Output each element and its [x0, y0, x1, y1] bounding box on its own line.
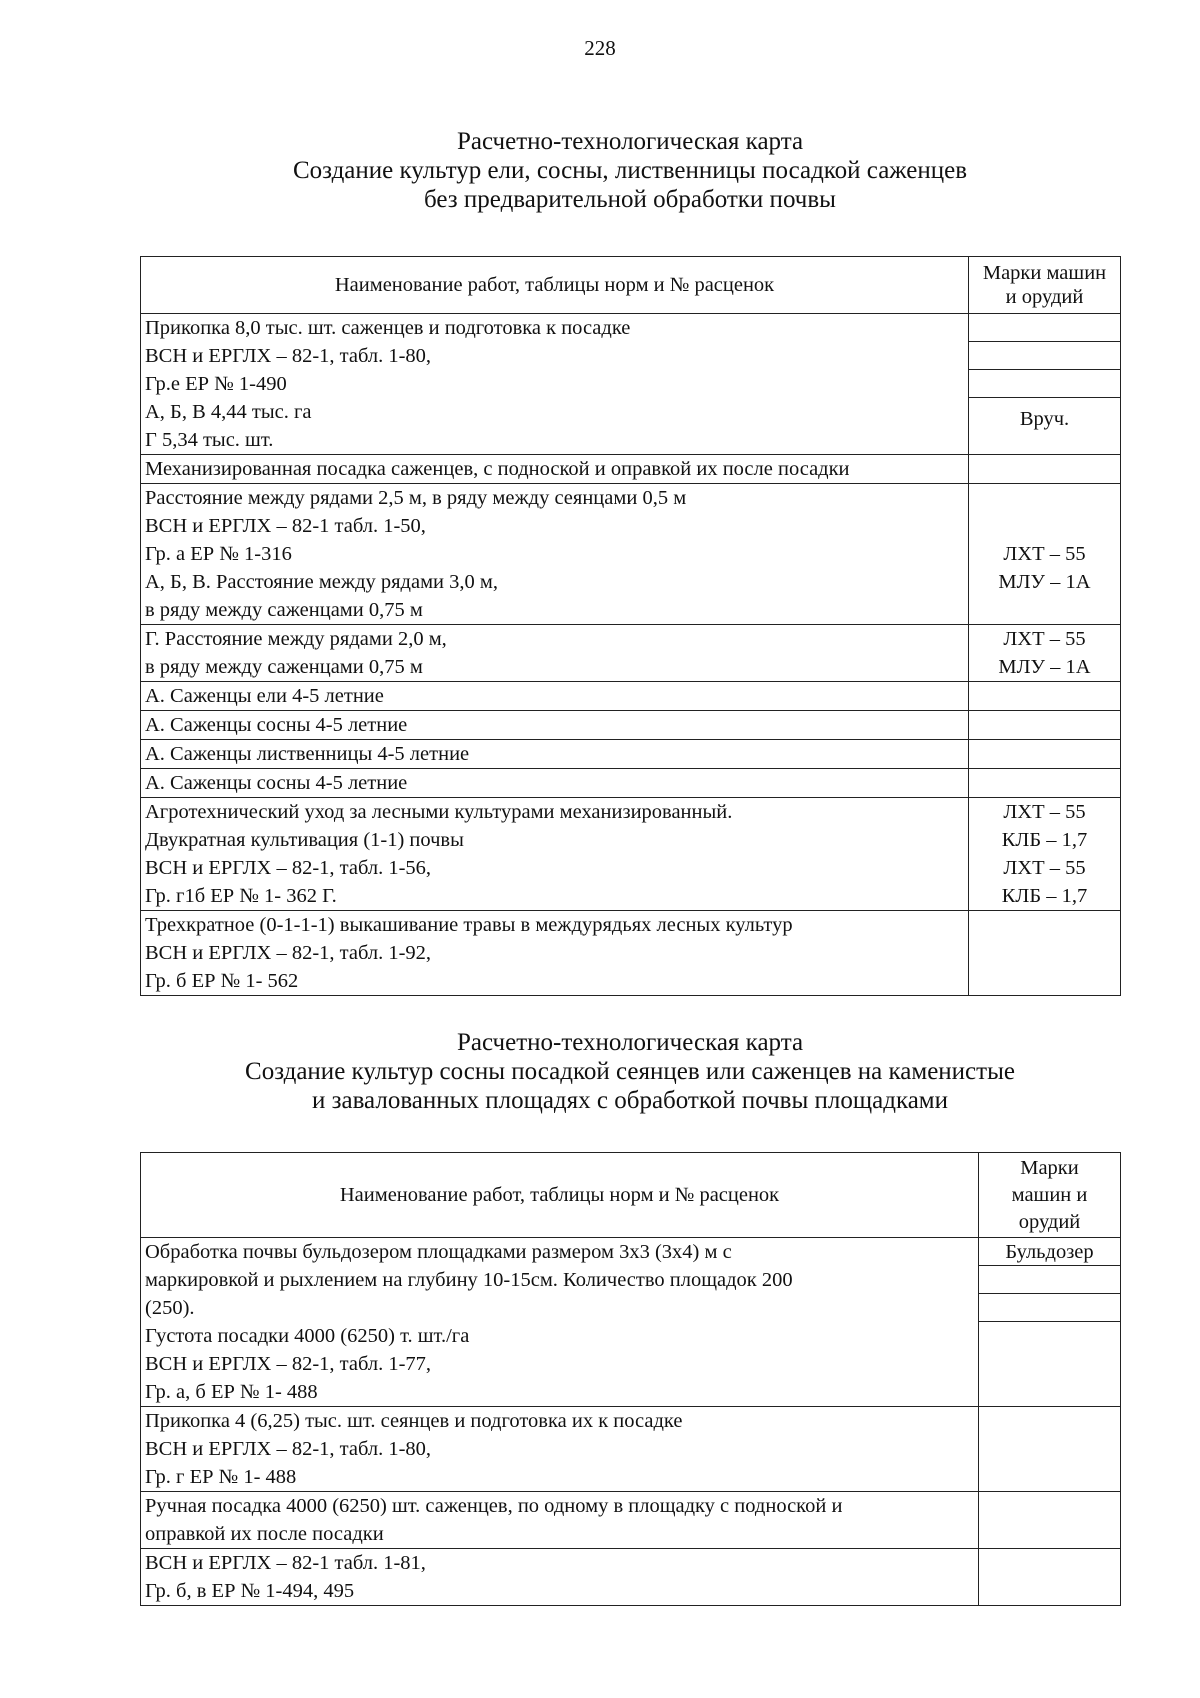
work-line: Гр. а ЕР № 1-316 [145, 543, 292, 565]
work-cell [141, 1407, 979, 1492]
header-work-cell: Наименование работ, таблицы норм и № расценок [141, 1153, 979, 1238]
work-line: Гр. г1б ЕР № 1- 362 Г. [145, 885, 337, 907]
machine-line [979, 1407, 1120, 1435]
work-line: А, Б, В 4,44 тыс. га [145, 401, 312, 423]
card1-title [140, 127, 1120, 214]
work-line: Механизированная посадка саженцев, с подноской и оправкой их после посадки [145, 458, 850, 480]
card2-title [140, 1028, 1120, 1115]
machine-cell [969, 625, 1121, 682]
machine-cell [969, 314, 1121, 455]
machine-line [969, 370, 1120, 398]
work-line: Агротехнический уход за лесными культурами механизированный. [145, 801, 733, 823]
card1-row [141, 798, 1121, 911]
header-machine-cell [979, 1153, 1121, 1238]
card1-header-row [141, 257, 1121, 314]
machine-line [969, 440, 1120, 453]
card1-title-line: без предварительной обработки почвы [424, 186, 836, 213]
machine-line [969, 484, 1120, 512]
card2-title-line: Расчетно-технологическая карта [456, 1029, 804, 1056]
work-cell [141, 740, 969, 769]
machine-line: ЛХТ – 55 [1003, 628, 1086, 650]
work-line: ВСН и ЕРГЛХ – 82-1 табл. 1-81, [145, 1552, 426, 1574]
work-line: Гр. а, б ЕР № 1- 488 [145, 1381, 318, 1403]
machine-line: Бульдозер [979, 1238, 1120, 1266]
machine-line [979, 1577, 1120, 1605]
card2-title-line: и завалованных площадях с обработкой почвы площадками [311, 1087, 949, 1114]
machine-line [979, 1266, 1120, 1294]
card1-title-line: Расчетно-технологическая карта [456, 128, 804, 155]
machine-line [969, 911, 1120, 939]
machine-line: ЛХТ – 55 [1003, 543, 1086, 565]
work-line: (250). [145, 1297, 195, 1319]
card1-row [141, 625, 1121, 682]
work-line: А. Саженцы сосны 4-5 летние [145, 714, 408, 736]
work-line: в ряду между саженцами 0,75 м [145, 599, 423, 621]
header-machine-line: Марки машин [982, 262, 1107, 284]
machine-line [969, 342, 1120, 370]
work-line: Прикопка 4 (6,25) тыс. шт. сеянцев и подготовка их к посадке [145, 1410, 683, 1432]
machine-line [979, 1294, 1120, 1322]
card2-row [141, 1549, 1121, 1606]
work-line: в ряду между саженцами 0,75 м [145, 656, 423, 678]
work-line: Расстояние между рядами 2,5 м, в ряду между сеянцами 0,5 м [145, 487, 687, 509]
work-cell [141, 798, 969, 911]
header-machine-line: и орудий [1005, 286, 1084, 308]
machine-cell [969, 740, 1121, 769]
work-line: ВСН и ЕРГЛХ – 82-1 табл. 1-50, [145, 515, 426, 537]
machine-cell [969, 911, 1121, 996]
work-line: Двукратная культивация (1-1) почвы [145, 829, 464, 851]
machine-line: МЛУ – 1А [998, 656, 1091, 678]
machine-line: КЛБ – 1,7 [1001, 829, 1088, 851]
machine-cell [979, 1492, 1121, 1549]
machine-line: ЛХТ – 55 [1003, 801, 1086, 823]
work-cell [141, 484, 969, 625]
machine-cell [979, 1549, 1121, 1606]
card2-header-row [141, 1153, 1121, 1238]
work-line: Трехкратное (0-1-1-1) выкашивание травы в междурядьях лесных культур [145, 914, 793, 936]
work-cell [141, 682, 969, 711]
machine-cell [979, 1238, 1121, 1407]
machine-line [969, 512, 1120, 540]
machine-cell [969, 769, 1121, 798]
work-line: оправкой их после посадки [145, 1523, 384, 1545]
work-line: А, Б, В. Расстояние между рядами 3,0 м, [145, 571, 499, 593]
card1-table [140, 256, 1121, 996]
machine-line [979, 1520, 1120, 1548]
page-number: 228 [584, 36, 616, 60]
machine-line: МЛУ – 1А [998, 571, 1091, 593]
card1-row [141, 484, 1121, 625]
work-line: Г. Расстояние между рядами 2,0 м, [145, 628, 447, 650]
work-line: А. Саженцы лиственницы 4-5 летние [145, 743, 470, 765]
header-machine-cell [969, 257, 1121, 314]
card2-title-line: Создание культур сосны посадкой сеянцев или саженцев на каменистые [245, 1058, 1015, 1085]
card2-table [140, 1152, 1121, 1606]
machine-line [969, 967, 1120, 995]
machine-cell [969, 455, 1121, 484]
machine-line [969, 711, 1120, 739]
card1-row [141, 682, 1121, 711]
machine-line [969, 939, 1120, 967]
work-line: Густота посадки 4000 (6250) т. шт./га [145, 1325, 470, 1347]
machine-line [979, 1435, 1120, 1463]
machine-line [979, 1378, 1120, 1406]
work-line: Ручная посадка 4000 (6250) шт. саженцев, по одному в площадку с подноской и [145, 1495, 843, 1517]
machine-line [979, 1463, 1120, 1491]
header-work-cell: Наименование работ, таблицы норм и № расценок [141, 257, 969, 314]
machine-line [969, 455, 1120, 483]
work-cell [141, 314, 969, 455]
machine-cell [969, 484, 1121, 625]
machine-line [969, 769, 1120, 797]
work-cell [141, 711, 969, 740]
work-line: ВСН и ЕРГЛХ – 82-1, табл. 1-56, [145, 857, 432, 879]
machine-line [969, 740, 1120, 768]
machine-line: Вруч. [1019, 408, 1070, 430]
machine-cell [969, 798, 1121, 911]
work-line: Прикопка 8,0 тыс. шт. саженцев и подготовка к посадке [145, 317, 631, 339]
card1-row [141, 769, 1121, 798]
work-cell [141, 625, 969, 682]
machine-line [979, 1492, 1120, 1520]
work-line: Гр. г ЕР № 1- 488 [145, 1466, 297, 1488]
machine-line [969, 596, 1120, 624]
work-line: маркировкой и рыхлением на глубину 10-15см. Количество площадок 200 [145, 1269, 793, 1291]
machine-line [979, 1350, 1120, 1378]
card2-row [141, 1492, 1121, 1549]
header-machine-line: орудий [1018, 1210, 1081, 1233]
card1-row [141, 455, 1121, 484]
work-cell [141, 1238, 979, 1407]
machine-line: ЛХТ – 55 [1003, 857, 1086, 879]
machine-line: КЛБ – 1,7 [1001, 885, 1088, 907]
work-cell [141, 911, 969, 996]
card1-row [141, 314, 1121, 455]
work-cell [141, 769, 969, 798]
work-line: Гр. б ЕР № 1- 562 [145, 970, 299, 992]
machine-line [979, 1549, 1120, 1577]
work-line: Гр. б, в ЕР № 1-494, 495 [145, 1580, 355, 1602]
card1-row [141, 740, 1121, 769]
work-line: ВСН и ЕРГЛХ – 82-1, табл. 1-80, [145, 345, 432, 367]
machine-cell [969, 682, 1121, 711]
work-cell [141, 1492, 979, 1549]
work-line: ВСН и ЕРГЛХ – 82-1, табл. 1-77, [145, 1353, 432, 1375]
machine-cell [969, 711, 1121, 740]
card1-row [141, 911, 1121, 996]
card2-row [141, 1407, 1121, 1492]
work-line: ВСН и ЕРГЛХ – 82-1, табл. 1-80, [145, 1438, 432, 1460]
card2-row [141, 1238, 1121, 1407]
work-cell [141, 455, 969, 484]
card1-title-line: Создание культур ели, сосны, лиственницы посадкой саженцев [292, 157, 968, 184]
machine-line [969, 682, 1120, 710]
work-line: Г 5,34 тыс. шт. [145, 429, 274, 451]
work-line: А. Саженцы ели 4-5 летние [145, 685, 384, 707]
work-cell [141, 1549, 979, 1606]
work-line: А. Саженцы сосны 4-5 летние [145, 772, 408, 794]
header-machine-line: машин и [1011, 1183, 1088, 1206]
machine-cell [979, 1407, 1121, 1492]
work-line: Гр.е ЕР № 1-490 [145, 373, 287, 395]
header-machine-line: Марки [1020, 1156, 1079, 1179]
work-line: Обработка почвы бульдозером площадками размером 3х3 (3х4) м с [145, 1241, 732, 1263]
work-line: ВСН и ЕРГЛХ – 82-1, табл. 1-92, [145, 942, 432, 964]
card1-row [141, 711, 1121, 740]
machine-line [979, 1322, 1120, 1350]
machine-line [969, 314, 1120, 342]
